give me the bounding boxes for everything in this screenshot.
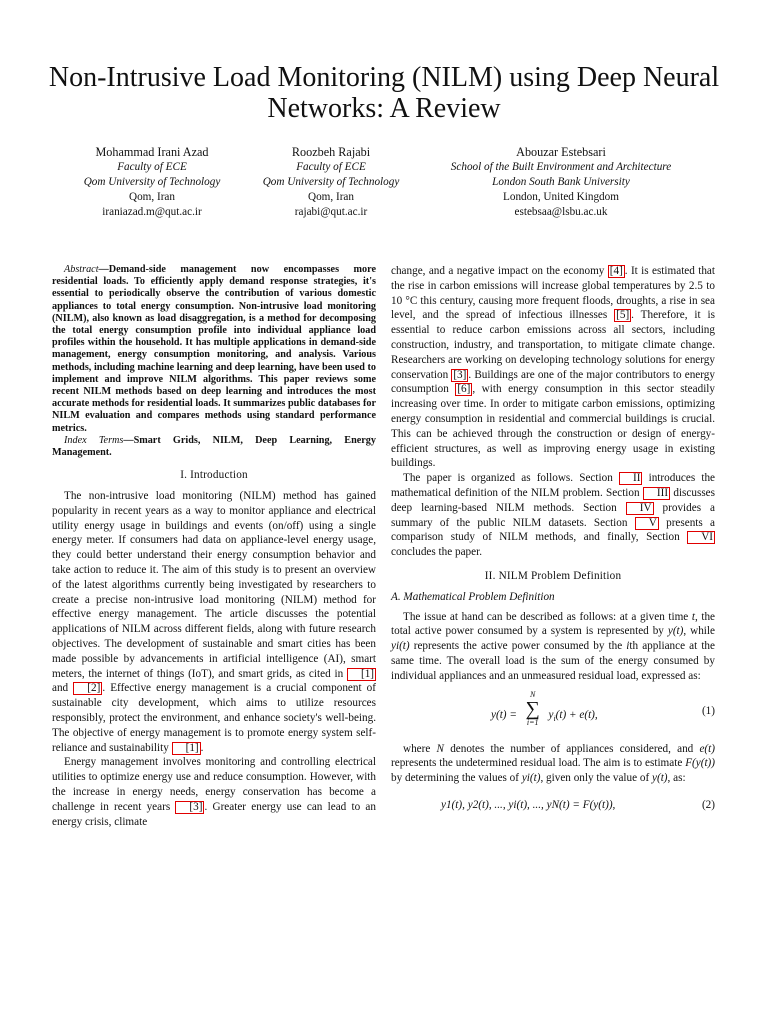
equation-rhs-tail: (t) + e(t), [555,708,598,721]
citation-link[interactable]: [1] [172,742,201,755]
text: Energy management involves monitoring and controlling electrical utilities to optimize energy use and reduce consumption. However, with the increase in energy needs, energy conservation has become a challenge in recent years [52,756,376,813]
citation-link[interactable]: [2] [73,682,102,695]
author-city: London, United Kingdom [503,191,619,203]
text: discusses deep learning-based NILM methods. Section [391,486,716,514]
intro-paragraph-2 [52,755,376,829]
equation-2 [391,798,715,818]
text: , given only the value of [540,772,650,785]
author-dept: Faculty of ECE [296,161,366,173]
author-city: Qom, Iran [129,191,175,203]
author-dept: School of the Built Environment and Architecture [450,161,672,173]
author-city: Qom, Iran [308,191,354,203]
equation-1-expression: y(t) = N ∑ i=1 $y_i(t) + e(t)$, [491,689,598,727]
text: , while [683,625,715,638]
math-var: F(y(t)) [685,757,716,770]
abstract [52,264,376,435]
section-link[interactable]: III [643,487,670,500]
text: represents the undetermined residual load. The aim is to estimate [391,757,683,770]
text: by determining the values of [391,772,520,785]
author-email: iraniazad.m@qut.ac.ir [102,206,202,218]
text: provides a summary of the public NILM datasets. Section [391,501,716,529]
equation-number: (2) [701,798,715,811]
text: . Buildings are one of the major contributors to energy consumption [391,368,715,396]
text: The issue at hand can be described as follows: at a given time [403,610,689,623]
math-paragraph-1 [391,610,715,684]
citation-link[interactable]: [6] [457,383,471,396]
text: . It is estimated that the rise in carbon emissions will increase global temperatures by 2.5 to 10 °C this century, causing more frequent floods, droughts, a rise in sea level, and the spread of infectious illnesses [391,265,716,322]
text: , the total active power consumed by a system is represented by [391,610,716,638]
text: . Effective energy management is a crucial component of sustainable city development, which aims to utilize resources responsibly, protect the environment, and enhance society's well-being. The objective of energy management is to promote energy system self-reliance and sustainability [52,682,376,754]
author-org: Qom University of Technology [262,176,400,188]
text: The non-intrusive load monitoring (NILM) method has gained popularity in recent years as a way to monitor appliance and electrical utility energy usage in buildings and events (on/off) using a single energy meter. If consumers had data on appliance-level energy usage, they could better understand their energy consumption behavior and take action to reduce it. The aim of this study is to present an overview of the latest algorithms currently being investigated by researchers to create a precise non-intrusive load monitoring (NILM) method for effective energy management. The article discusses the potential applications of NILM across different fields, along with future research objectives. The development of sustainable and smart cities has been made possible by advancements in artificial intelligence (AI), smart meters, the internet of things (IoT), and smart grids, as cited in [52,490,376,680]
math-var: t [691,610,695,623]
text: presents a comparison study of NILM methods, and finally, Section [391,516,715,544]
math-var: yi(t) [521,772,541,785]
text: represents the active power consumed by the [413,640,623,653]
equation-lhs: y(t) = [491,708,517,721]
citation-link[interactable]: [5] [616,309,630,322]
text: , with energy consumption in this sector steadily increasing over time. In order to mitigate carbon emissions, optimizing energy consumption in residential and commercial buildings is crucial. This can be achieved through the construction or design of energy-efficient structures, as well as improving energy usage in existing buildings. [391,383,715,470]
intro-paragraph-1 [52,489,376,755]
math-var: y(t) [652,772,668,785]
subsection-heading-math: A. Mathematical Problem Definition [391,590,555,603]
equation-number: (1) [701,704,715,717]
left-column [52,264,376,829]
text: where [403,742,431,755]
section-link[interactable]: VI [687,531,715,544]
author-dept: Faculty of ECE [117,161,187,173]
citation-link[interactable]: [4] [609,265,623,277]
text: , as: [667,772,686,785]
author-org: Qom University of Technology [83,176,221,188]
section-heading-introduction: I. Introduction [180,469,248,482]
abstract-text: —Demand-side management now encompasses more residential loads. To efficiently apply demand response strategies, it's essential to periodically observe the contribution of various domestic appliances to total energy consumption. Non-intrusive load monitoring (NILM), also known as load disaggregation, is a method for decomposing the total energy consumption profile into individual appliance load profiles within the household. It has multiple applications in demand-side management, energy consumption monitoring, and analysis. Various methods, including machine learning and deep learning, have been used to implement and improve NILM algorithms. This paper reviews some recent NILM methods based on deep learning and introduces the most accurate methods for residential loads. It summarizes public databases for NILM evaluation and compares methods using standard performance metrics. [52,264,376,434]
author-org: London South Bank University [492,176,630,188]
sigma-glyph: ∑ [525,697,540,720]
index-terms-label: Index Terms [64,434,124,446]
author-name: Mohammad Irani Azad [95,145,209,159]
abstract-label: Abstract [64,264,99,275]
math-var: e(t) [699,742,715,755]
section-link[interactable]: IV [626,502,654,515]
text: . Therefore, it is essential to reduce carbon emissions across all sectors, including construction, industry, and transportation, to mitigate climate change. Researchers are working on developing technology solutions for energy conservation [391,309,715,381]
citation-link[interactable]: [3] [453,368,467,381]
sum-lower: i=1 [526,717,539,727]
organization-paragraph [391,471,715,560]
equation-rhs: y [548,708,554,721]
author-3 [421,145,701,220]
summation [520,689,546,727]
math-var: i [626,640,630,653]
equation-2-expression: y1(t), y2(t), ..., yi(t), ..., yN(t) = F(y(t)), [441,798,616,811]
math-paragraph-2 [391,742,715,786]
section-link[interactable]: V [635,517,659,530]
section-link[interactable]: II [619,472,642,485]
author-email: estebsaa@lsbu.ac.uk [514,206,608,218]
intro-paragraph-2-cont [391,264,715,471]
equation-1 [391,689,715,736]
citation-link[interactable]: [3] [175,801,204,814]
summation-symbol [522,690,544,728]
text: th appliance at the same time. The overall load is the sum of the energy consumed by individual appliances and an unmeasured residual load, expressed as: [391,640,715,682]
math-var: yi(t) [391,640,410,653]
text: introduces the mathematical definition of the NILM problem. Section [391,472,716,499]
author-email: rajabi@qut.ac.ir [294,206,368,218]
author-1 [62,145,242,220]
text: concludes the paper. [391,546,483,559]
sum-upper: N [530,689,536,699]
math-var: y(t) [667,625,684,638]
math-var: N [436,742,444,755]
author-2 [241,145,421,220]
text: The paper is organized as follows. Section [403,472,613,485]
author-name: Roozbeh Rajabi [291,145,371,159]
text: denotes the number of appliances considered, and [450,742,694,755]
text: . [200,741,204,754]
paper-title: Non-Intrusive Load Monitoring (NILM) using Deep Neural Networks: A Review [48,62,720,124]
right-column [391,264,715,818]
index-terms-text: —Smart Grids, NILM, Deep Learning, Energy Management. [52,434,376,459]
author-name: Abouzar Estebsari [516,145,606,159]
citation-link[interactable]: [1] [347,668,376,681]
section-heading-nilm-problem: II. NILM Problem Definition [484,569,622,582]
text: . Greater energy use can lead to an energy crisis, climate [52,800,376,828]
index-terms [52,435,376,459]
text: change, and a negative impact on the economy [391,265,605,277]
text: and [52,682,69,695]
